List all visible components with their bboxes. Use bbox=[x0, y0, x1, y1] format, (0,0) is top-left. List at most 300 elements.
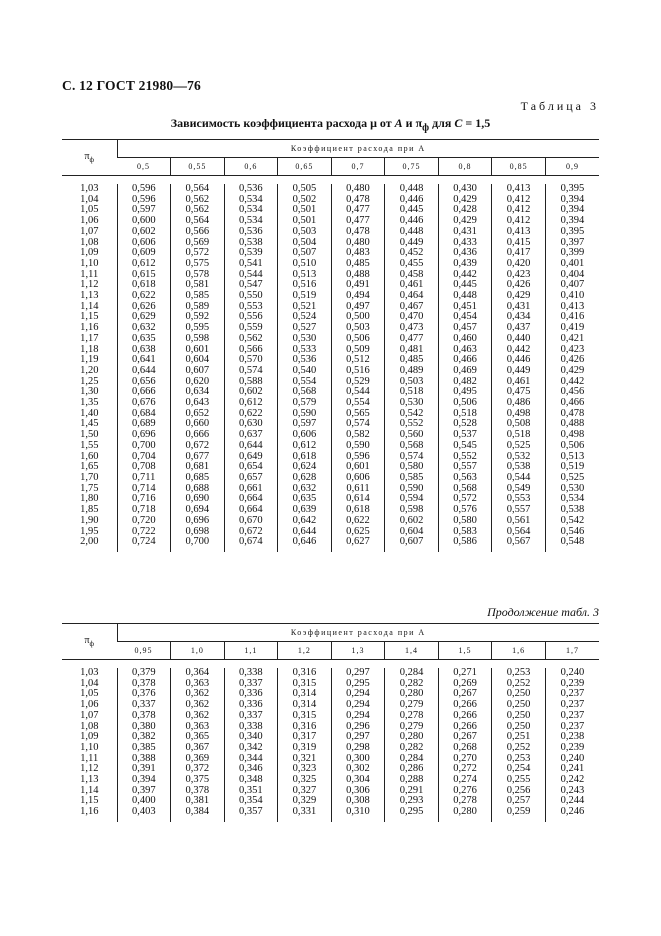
value-cell: 0,516 bbox=[331, 366, 385, 377]
row-label-cell: 1,10 bbox=[80, 741, 99, 753]
value-cell: 0,391 bbox=[117, 764, 171, 775]
value-cell: 0,338 bbox=[224, 668, 278, 679]
value-cell: 0,634 bbox=[171, 387, 225, 398]
stub-header bbox=[62, 140, 117, 176]
value-cell: 0,643 bbox=[171, 398, 225, 409]
column-header: 0,55 bbox=[171, 158, 225, 176]
row-label-cell: 1,08 bbox=[80, 720, 99, 732]
table-row bbox=[62, 807, 599, 818]
value-cell: 0,618 bbox=[331, 505, 385, 516]
value-cell: 0,562 bbox=[171, 205, 225, 216]
value-cell: 0,652 bbox=[171, 409, 225, 420]
value-cell: 0,552 bbox=[385, 419, 439, 430]
value-cell: 0,530 bbox=[545, 484, 599, 495]
value-cell: 0,609 bbox=[117, 248, 171, 259]
value-cell: 0,284 bbox=[385, 668, 439, 679]
value-cell: 0,628 bbox=[278, 473, 332, 484]
value-cell: 0,666 bbox=[171, 430, 225, 441]
value-cell: 0,376 bbox=[117, 689, 171, 700]
value-cell: 0,554 bbox=[331, 398, 385, 409]
value-cell: 0,237 bbox=[545, 689, 599, 700]
value-cell: 0,696 bbox=[117, 430, 171, 441]
value-cell: 0,501 bbox=[278, 216, 332, 227]
value-cell: 0,278 bbox=[438, 796, 492, 807]
value-cell: 0,486 bbox=[492, 398, 546, 409]
value-cell: 0,280 bbox=[385, 689, 439, 700]
value-cell: 0,412 bbox=[492, 195, 546, 206]
value-cell: 0,252 bbox=[492, 743, 546, 754]
value-cell: 0,544 bbox=[492, 473, 546, 484]
value-cell: 0,714 bbox=[117, 484, 171, 495]
value-cell: 0,604 bbox=[385, 527, 439, 538]
value-cell: 0,397 bbox=[117, 786, 171, 797]
value-cell: 0,561 bbox=[492, 516, 546, 527]
value-cell: 0,272 bbox=[438, 764, 492, 775]
value-cell: 0,485 bbox=[385, 355, 439, 366]
value-cell: 0,429 bbox=[545, 366, 599, 377]
value-cell: 0,266 bbox=[438, 700, 492, 711]
value-cell: 0,578 bbox=[171, 270, 225, 281]
value-cell: 0,674 bbox=[224, 537, 278, 548]
value-cell: 0,542 bbox=[385, 409, 439, 420]
value-cell: 0,280 bbox=[385, 732, 439, 743]
value-cell: 0,595 bbox=[171, 323, 225, 334]
value-cell: 0,503 bbox=[331, 323, 385, 334]
value-cell: 0,629 bbox=[117, 312, 171, 323]
value-cell: 0,415 bbox=[492, 238, 546, 249]
value-cell: 0,639 bbox=[278, 505, 332, 516]
value-cell: 0,572 bbox=[171, 248, 225, 259]
value-cell: 0,410 bbox=[545, 291, 599, 302]
column-header: 0,9 bbox=[545, 158, 599, 176]
value-cell: 0,239 bbox=[545, 743, 599, 754]
value-cell: 0,302 bbox=[331, 764, 385, 775]
column-header: 1,3 bbox=[331, 642, 385, 660]
value-cell: 0,455 bbox=[385, 259, 439, 270]
row-label-cell: 1,45 bbox=[80, 418, 99, 430]
value-cell: 0,351 bbox=[224, 786, 278, 797]
value-cell: 0,530 bbox=[385, 398, 439, 409]
value-cell: 0,641 bbox=[117, 355, 171, 366]
row-label-cell: 1,25 bbox=[80, 375, 99, 387]
value-cell: 0,413 bbox=[545, 302, 599, 313]
value-cell: 0,431 bbox=[438, 227, 492, 238]
value-cell: 0,430 bbox=[438, 184, 492, 195]
value-cell: 0,395 bbox=[545, 184, 599, 195]
value-cell: 0,365 bbox=[171, 732, 225, 743]
value-cell: 0,254 bbox=[492, 764, 546, 775]
value-cell: 0,495 bbox=[438, 387, 492, 398]
value-cell: 0,590 bbox=[385, 484, 439, 495]
value-cell: 0,528 bbox=[438, 419, 492, 430]
value-cell: 0,454 bbox=[438, 312, 492, 323]
value-cell: 0,294 bbox=[331, 689, 385, 700]
value-cell: 0,380 bbox=[117, 722, 171, 733]
value-cell: 0,238 bbox=[545, 732, 599, 743]
value-cell: 0,395 bbox=[545, 227, 599, 238]
value-cell: 0,574 bbox=[331, 419, 385, 430]
caption-prefix: Зависимость коэффициента расхода bbox=[170, 116, 371, 130]
value-cell: 0,521 bbox=[278, 302, 332, 313]
value-cell: 0,267 bbox=[438, 732, 492, 743]
value-cell: 0,533 bbox=[278, 345, 332, 356]
table-label: Таблица 3 bbox=[520, 99, 599, 113]
value-cell: 0,606 bbox=[117, 238, 171, 249]
value-cell: 0,445 bbox=[438, 280, 492, 291]
value-cell: 0,280 bbox=[438, 807, 492, 818]
value-cell: 0,516 bbox=[278, 280, 332, 291]
value-cell: 0,466 bbox=[438, 355, 492, 366]
value-cell: 0,562 bbox=[224, 334, 278, 345]
value-cell: 0,501 bbox=[278, 205, 332, 216]
value-cell: 0,519 bbox=[545, 462, 599, 473]
value-cell: 0,644 bbox=[117, 366, 171, 377]
value-cell: 0,622 bbox=[117, 291, 171, 302]
value-cell: 0,412 bbox=[492, 205, 546, 216]
value-cell: 0,378 bbox=[171, 786, 225, 797]
value-cell: 0,618 bbox=[278, 452, 332, 463]
value-cell: 0,325 bbox=[278, 775, 332, 786]
stub-pi-sub: ф bbox=[89, 156, 95, 164]
value-cell: 0,291 bbox=[385, 786, 439, 797]
value-cell: 0,700 bbox=[117, 441, 171, 452]
value-cell: 0,259 bbox=[492, 807, 546, 818]
value-cell: 0,367 bbox=[171, 743, 225, 754]
value-cell: 0,626 bbox=[117, 302, 171, 313]
value-cell: 0,243 bbox=[545, 786, 599, 797]
value-cell: 0,362 bbox=[171, 700, 225, 711]
value-cell: 0,598 bbox=[385, 505, 439, 516]
value-cell: 0,397 bbox=[545, 238, 599, 249]
stub-pi: π bbox=[84, 151, 90, 162]
value-cell: 0,497 bbox=[331, 302, 385, 313]
value-cell: 0,329 bbox=[278, 796, 332, 807]
value-cell: 0,534 bbox=[224, 195, 278, 206]
value-cell: 0,718 bbox=[117, 505, 171, 516]
value-cell: 0,560 bbox=[385, 430, 439, 441]
value-cell: 0,288 bbox=[385, 775, 439, 786]
value-cell: 0,579 bbox=[278, 398, 332, 409]
row-label-cell: 1,55 bbox=[80, 439, 99, 451]
value-cell: 0,475 bbox=[492, 387, 546, 398]
value-cell: 0,319 bbox=[278, 743, 332, 754]
value-cell: 0,394 bbox=[545, 216, 599, 227]
row-label-cell: 1,17 bbox=[80, 332, 99, 344]
value-cell: 0,538 bbox=[545, 505, 599, 516]
value-cell: 0,338 bbox=[224, 722, 278, 733]
value-cell: 0,271 bbox=[438, 668, 492, 679]
caption-a: A bbox=[394, 116, 403, 130]
row-label-cell: 1,19 bbox=[80, 354, 99, 366]
value-cell: 0,582 bbox=[331, 430, 385, 441]
value-cell: 0,618 bbox=[117, 280, 171, 291]
value-cell: 0,547 bbox=[224, 280, 278, 291]
column-header: 1,7 bbox=[545, 642, 599, 660]
column-header: 0,8 bbox=[438, 158, 492, 176]
value-cell: 0,637 bbox=[224, 430, 278, 441]
row-label-cell: 2,00 bbox=[80, 536, 99, 548]
value-cell: 0,420 bbox=[492, 259, 546, 270]
value-cell: 0,433 bbox=[438, 238, 492, 249]
value-cell: 0,622 bbox=[331, 516, 385, 527]
row-label-cell: 1,60 bbox=[80, 450, 99, 462]
value-cell: 0,257 bbox=[492, 796, 546, 807]
value-cell: 0,315 bbox=[278, 711, 332, 722]
value-cell: 0,276 bbox=[438, 786, 492, 797]
column-header: 1,0 bbox=[171, 642, 225, 660]
value-cell: 0,660 bbox=[171, 419, 225, 430]
value-cell: 0,357 bbox=[224, 807, 278, 818]
value-cell: 0,544 bbox=[224, 270, 278, 281]
row-label-cell: 1,10 bbox=[80, 257, 99, 269]
column-header: 1,5 bbox=[438, 642, 492, 660]
value-cell: 0,685 bbox=[171, 473, 225, 484]
caption-suffix: = 1,5 bbox=[462, 116, 491, 130]
value-cell: 0,466 bbox=[545, 398, 599, 409]
value-cell: 0,268 bbox=[438, 743, 492, 754]
value-cell: 0,379 bbox=[117, 668, 171, 679]
value-cell: 0,690 bbox=[171, 494, 225, 505]
group-header: Коэффициент расхода при A bbox=[117, 624, 599, 642]
value-cell: 0,488 bbox=[545, 419, 599, 430]
continuation-label: Продолжение табл. 3 bbox=[487, 605, 599, 619]
row-label-cell: 1,18 bbox=[80, 343, 99, 355]
value-cell: 0,452 bbox=[385, 248, 439, 259]
value-cell: 0,557 bbox=[492, 505, 546, 516]
value-cell: 0,574 bbox=[385, 452, 439, 463]
value-cell: 0,404 bbox=[545, 270, 599, 281]
value-cell: 0,434 bbox=[492, 312, 546, 323]
value-cell: 0,253 bbox=[492, 668, 546, 679]
column-header: 0,85 bbox=[492, 158, 546, 176]
value-cell: 0,274 bbox=[438, 775, 492, 786]
table-caption bbox=[0, 116, 661, 133]
value-cell: 0,429 bbox=[438, 216, 492, 227]
row-label-cell: 1,11 bbox=[80, 752, 99, 764]
value-cell: 0,524 bbox=[278, 312, 332, 323]
value-cell: 0,244 bbox=[545, 796, 599, 807]
value-cell: 0,506 bbox=[331, 334, 385, 345]
value-cell: 0,562 bbox=[171, 195, 225, 206]
value-cell: 0,698 bbox=[171, 527, 225, 538]
value-cell: 0,344 bbox=[224, 754, 278, 765]
value-cell: 0,622 bbox=[224, 409, 278, 420]
value-cell: 0,711 bbox=[117, 473, 171, 484]
value-cell: 0,564 bbox=[492, 527, 546, 538]
value-cell: 0,566 bbox=[171, 227, 225, 238]
value-cell: 0,458 bbox=[385, 270, 439, 281]
row-label-cell: 1,07 bbox=[80, 225, 99, 237]
value-cell: 0,239 bbox=[545, 679, 599, 690]
value-cell: 0,250 bbox=[492, 722, 546, 733]
value-cell: 0,606 bbox=[278, 430, 332, 441]
row-label-cell: 1,12 bbox=[80, 763, 99, 775]
row-label-cell: 1,14 bbox=[80, 784, 99, 796]
value-cell: 0,300 bbox=[331, 754, 385, 765]
value-cell: 0,505 bbox=[278, 184, 332, 195]
value-cell: 0,241 bbox=[545, 764, 599, 775]
value-cell: 0,564 bbox=[171, 216, 225, 227]
value-cell: 0,596 bbox=[331, 452, 385, 463]
value-cell: 0,282 bbox=[385, 679, 439, 690]
value-cell: 0,482 bbox=[438, 377, 492, 388]
row-label-cell: 1,07 bbox=[80, 709, 99, 721]
value-cell: 0,473 bbox=[385, 323, 439, 334]
value-cell: 0,369 bbox=[171, 754, 225, 765]
value-cell: 0,630 bbox=[224, 419, 278, 430]
value-cell: 0,607 bbox=[171, 366, 225, 377]
value-cell: 0,552 bbox=[438, 452, 492, 463]
stub-pi: π bbox=[84, 635, 90, 646]
value-cell: 0,488 bbox=[331, 270, 385, 281]
table-row bbox=[62, 537, 599, 548]
value-cell: 0,592 bbox=[171, 312, 225, 323]
value-cell: 0,580 bbox=[385, 462, 439, 473]
value-cell: 0,534 bbox=[224, 216, 278, 227]
row-label-cell: 1,16 bbox=[80, 322, 99, 334]
value-cell: 0,388 bbox=[117, 754, 171, 765]
value-cell: 0,316 bbox=[278, 722, 332, 733]
value-cell: 0,518 bbox=[438, 409, 492, 420]
value-cell: 0,342 bbox=[224, 743, 278, 754]
value-cell: 0,477 bbox=[331, 216, 385, 227]
value-cell: 0,620 bbox=[171, 377, 225, 388]
value-cell: 0,240 bbox=[545, 668, 599, 679]
value-cell: 0,532 bbox=[492, 452, 546, 463]
value-cell: 0,700 bbox=[171, 537, 225, 548]
value-cell: 0,378 bbox=[117, 711, 171, 722]
value-cell: 0,635 bbox=[117, 334, 171, 345]
value-cell: 0,477 bbox=[385, 334, 439, 345]
row-label-cell: 1,15 bbox=[80, 311, 99, 323]
value-cell: 0,403 bbox=[117, 807, 171, 818]
value-cell: 0,237 bbox=[545, 722, 599, 733]
value-cell: 0,400 bbox=[117, 796, 171, 807]
row-label-cell: 1,95 bbox=[80, 525, 99, 537]
value-cell: 0,536 bbox=[224, 227, 278, 238]
value-cell: 0,295 bbox=[385, 807, 439, 818]
row-label-cell: 1,14 bbox=[80, 300, 99, 312]
value-cell: 0,446 bbox=[385, 195, 439, 206]
value-cell: 0,446 bbox=[492, 355, 546, 366]
column-header: 0,6 bbox=[224, 158, 278, 176]
value-cell: 0,385 bbox=[117, 743, 171, 754]
value-cell: 0,601 bbox=[331, 462, 385, 473]
value-cell: 0,716 bbox=[117, 494, 171, 505]
value-cell: 0,412 bbox=[492, 216, 546, 227]
value-cell: 0,478 bbox=[331, 227, 385, 238]
value-cell: 0,597 bbox=[117, 205, 171, 216]
value-cell: 0,489 bbox=[385, 366, 439, 377]
value-cell: 0,269 bbox=[438, 679, 492, 690]
value-cell: 0,518 bbox=[492, 430, 546, 441]
value-cell: 0,604 bbox=[171, 355, 225, 366]
value-cell: 0,635 bbox=[278, 494, 332, 505]
value-cell: 0,440 bbox=[492, 334, 546, 345]
value-cell: 0,477 bbox=[331, 205, 385, 216]
value-cell: 0,566 bbox=[224, 345, 278, 356]
value-cell: 0,362 bbox=[171, 689, 225, 700]
value-cell: 0,548 bbox=[545, 537, 599, 548]
value-cell: 0,541 bbox=[224, 259, 278, 270]
table-body bbox=[62, 184, 599, 552]
value-cell: 0,590 bbox=[331, 441, 385, 452]
value-cell: 0,284 bbox=[385, 754, 439, 765]
value-cell: 0,372 bbox=[171, 764, 225, 775]
value-cell: 0,293 bbox=[385, 796, 439, 807]
value-cell: 0,354 bbox=[224, 796, 278, 807]
row-label-cell: 1,50 bbox=[80, 429, 99, 441]
value-cell: 0,553 bbox=[224, 302, 278, 313]
value-cell: 0,426 bbox=[545, 355, 599, 366]
value-cell: 0,413 bbox=[492, 227, 546, 238]
value-cell: 0,545 bbox=[438, 441, 492, 452]
value-cell: 0,251 bbox=[492, 732, 546, 743]
value-cell: 0,525 bbox=[545, 473, 599, 484]
row-label-cell: 1,08 bbox=[80, 236, 99, 248]
row-label-cell: 1,09 bbox=[80, 247, 99, 259]
value-cell: 0,297 bbox=[331, 668, 385, 679]
value-cell: 0,304 bbox=[331, 775, 385, 786]
value-cell: 0,688 bbox=[171, 484, 225, 495]
value-cell: 0,429 bbox=[492, 291, 546, 302]
value-cell: 0,431 bbox=[492, 302, 546, 313]
value-cell: 0,537 bbox=[438, 430, 492, 441]
value-cell: 0,436 bbox=[438, 248, 492, 259]
value-cell: 0,346 bbox=[224, 764, 278, 775]
value-cell: 0,632 bbox=[117, 323, 171, 334]
value-cell: 0,589 bbox=[171, 302, 225, 313]
caption-mid1: от bbox=[376, 116, 395, 130]
value-cell: 0,242 bbox=[545, 775, 599, 786]
value-cell: 0,646 bbox=[278, 537, 332, 548]
column-header: 0,95 bbox=[117, 642, 171, 660]
value-cell: 0,654 bbox=[224, 462, 278, 473]
value-cell: 0,419 bbox=[545, 323, 599, 334]
value-cell: 0,550 bbox=[224, 291, 278, 302]
value-cell: 0,399 bbox=[545, 248, 599, 259]
value-cell: 0,340 bbox=[224, 732, 278, 743]
value-cell: 0,538 bbox=[492, 462, 546, 473]
value-cell: 0,467 bbox=[385, 302, 439, 313]
value-cell: 0,416 bbox=[545, 312, 599, 323]
value-cell: 0,625 bbox=[331, 527, 385, 538]
value-cell: 0,503 bbox=[385, 377, 439, 388]
value-cell: 0,614 bbox=[331, 494, 385, 505]
value-cell: 0,442 bbox=[492, 345, 546, 356]
value-cell: 0,314 bbox=[278, 700, 332, 711]
value-cell: 0,464 bbox=[385, 291, 439, 302]
value-cell: 0,539 bbox=[224, 248, 278, 259]
value-cell: 0,681 bbox=[171, 462, 225, 473]
row-label-cell: 1,30 bbox=[80, 386, 99, 398]
value-cell: 0,363 bbox=[171, 722, 225, 733]
row-label-cell: 1,11 bbox=[80, 268, 99, 280]
value-cell: 0,428 bbox=[438, 205, 492, 216]
value-cell: 0,253 bbox=[492, 754, 546, 765]
value-cell: 0,394 bbox=[545, 195, 599, 206]
row-label-cell: 1,03 bbox=[80, 667, 99, 678]
row-label-cell: 1,09 bbox=[80, 731, 99, 743]
value-cell: 0,363 bbox=[171, 679, 225, 690]
value-cell: 0,585 bbox=[171, 291, 225, 302]
row-label-cell: 1,05 bbox=[80, 688, 99, 700]
value-cell: 0,554 bbox=[278, 377, 332, 388]
value-cell: 0,557 bbox=[438, 462, 492, 473]
value-cell: 0,632 bbox=[278, 484, 332, 495]
value-cell: 0,529 bbox=[331, 377, 385, 388]
column-header: 1,6 bbox=[492, 642, 546, 660]
